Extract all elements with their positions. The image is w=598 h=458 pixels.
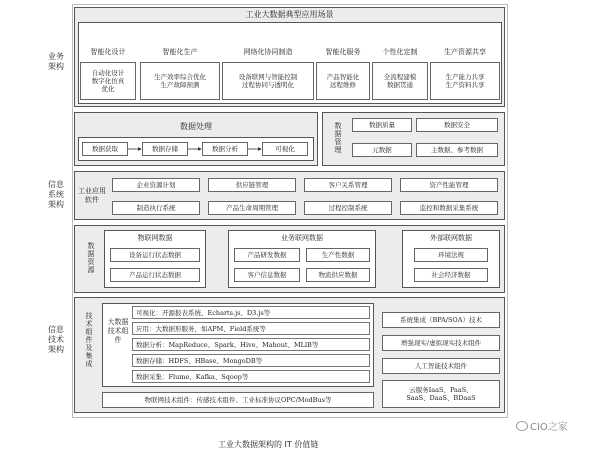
wechat-icon (516, 421, 528, 431)
step-visualization: 可视化 (262, 142, 308, 156)
tech-visualization: 可视化：开源报表系统、Echarts.js、D3.js等 (132, 306, 370, 319)
step-data-analysis: 数据分析 (202, 142, 248, 156)
mgmt-metadata: 元数据 (352, 143, 412, 157)
scenario-title-3: 网络化协同制造 (243, 48, 293, 56)
business-architecture-label: 业务架构 (48, 52, 64, 71)
sw-mes: 制造执行系统 (112, 201, 200, 215)
data-resources-label: 数据资源 (87, 242, 95, 274)
scenario-title-2: 智能化生产 (162, 48, 198, 56)
scenario-title-5: 个性化定制 (382, 48, 418, 56)
scenario-box-4: 产品智能化 远程维修 (316, 62, 370, 100)
tech-ai: 人工智能技术组件 (382, 358, 500, 374)
scenario-box-1: 自动化设计 数字化仿真 优化 (80, 62, 136, 100)
iot-device-status: 设备运行状态数据 (110, 248, 200, 262)
mgmt-master-data: 主数据、参考数据 (416, 143, 498, 157)
bigdata-label: 大数据技术组件 (107, 318, 129, 344)
iot-data-title: 物联网数据 (137, 234, 173, 242)
info-system-architecture-label: 信息系统架构 (48, 180, 64, 209)
scenario-title-4: 智能化服务 (325, 48, 361, 56)
tech-iot-component: 物联网技术组件：传感技术组件、工业标准协议OPC/ModBus等 (102, 392, 374, 408)
sw-crm: 客户关系管理 (304, 178, 392, 192)
tech-label: 技术组件及集成 (85, 312, 93, 368)
tech-storage: 数据存储：HDFS、HBase、MongoDB等 (132, 354, 370, 367)
data-processing-title: 数据处理 (180, 122, 212, 131)
sw-pcs: 过程控制系统 (304, 201, 392, 215)
sw-scada: 监控和数据采集系统 (400, 201, 498, 215)
biz-logistics-data: 物流供应数据 (306, 268, 370, 282)
scenario-box-6: 生产能力共享 生产资料共享 (430, 62, 500, 100)
scenarios-title: 工业大数据典型应用场景 (245, 10, 334, 19)
step-data-storage: 数据存储 (142, 142, 188, 156)
industrial-software-label: 工业应用软件 (78, 187, 106, 204)
sw-apm: 资产性能管理 (400, 178, 498, 192)
data-management-label: 数据管理 (334, 122, 342, 154)
mgmt-data-security: 数据安全 (416, 118, 498, 132)
biz-customer-data: 客户信息数据 (234, 268, 300, 282)
sw-scm: 供应链管理 (208, 178, 296, 192)
iot-product-status: 产品运行状态数据 (110, 268, 200, 282)
biz-data-title: 业务联网数据 (281, 234, 323, 242)
tech-ar-vr: 增强现实/虚拟现实技术组件 (382, 335, 500, 351)
ext-socioeconomic: 社会经济数据 (414, 268, 488, 282)
tech-cloud: 云服务IaaS、PaaS、 SaaS、DaaS、BDaaS (382, 380, 500, 408)
ext-data-title: 外部联网数据 (430, 234, 472, 242)
scenario-title-6: 生产资源共享 (444, 48, 486, 56)
scenario-box-3: 设备联网与智能控制 过程协同与透明化 (222, 62, 314, 100)
scenario-box-2: 生产效率综合优化 生产故障预测 (140, 62, 220, 100)
biz-production-data: 生产性数据 (306, 248, 370, 262)
mgmt-data-quality: 数据质量 (352, 118, 412, 132)
scenario-box-5: 全流程建模 数据贯通 (372, 62, 428, 100)
scenario-title-1: 智能化设计 (90, 48, 126, 56)
info-tech-architecture-label: 信息技术架构 (48, 325, 64, 354)
tech-collection: 数据采集：Flume、Kafka、Sqoop等 (132, 370, 370, 383)
watermark: CIO之家 (516, 418, 568, 433)
sw-erp: 企业资源计划 (112, 178, 200, 192)
tech-analysis: 数据分析：MapReduce、Spark、Hive、Mahout、MLlB等 (132, 338, 370, 351)
ext-regulations: 环境法规 (414, 248, 488, 262)
sw-plm: 产品生命周期管理 (208, 201, 296, 215)
figure-caption: 工业大数据架构的 IT 价值链 (218, 440, 319, 449)
tech-system-integration: 系统集成（BPA/SOA）技术 (382, 312, 500, 328)
biz-rd-data: 产品研发数据 (234, 248, 300, 262)
tech-application: 应用：大数据形服务，如APM、Field系统等 (132, 322, 370, 335)
step-data-acquisition: 数据获取 (82, 142, 128, 156)
